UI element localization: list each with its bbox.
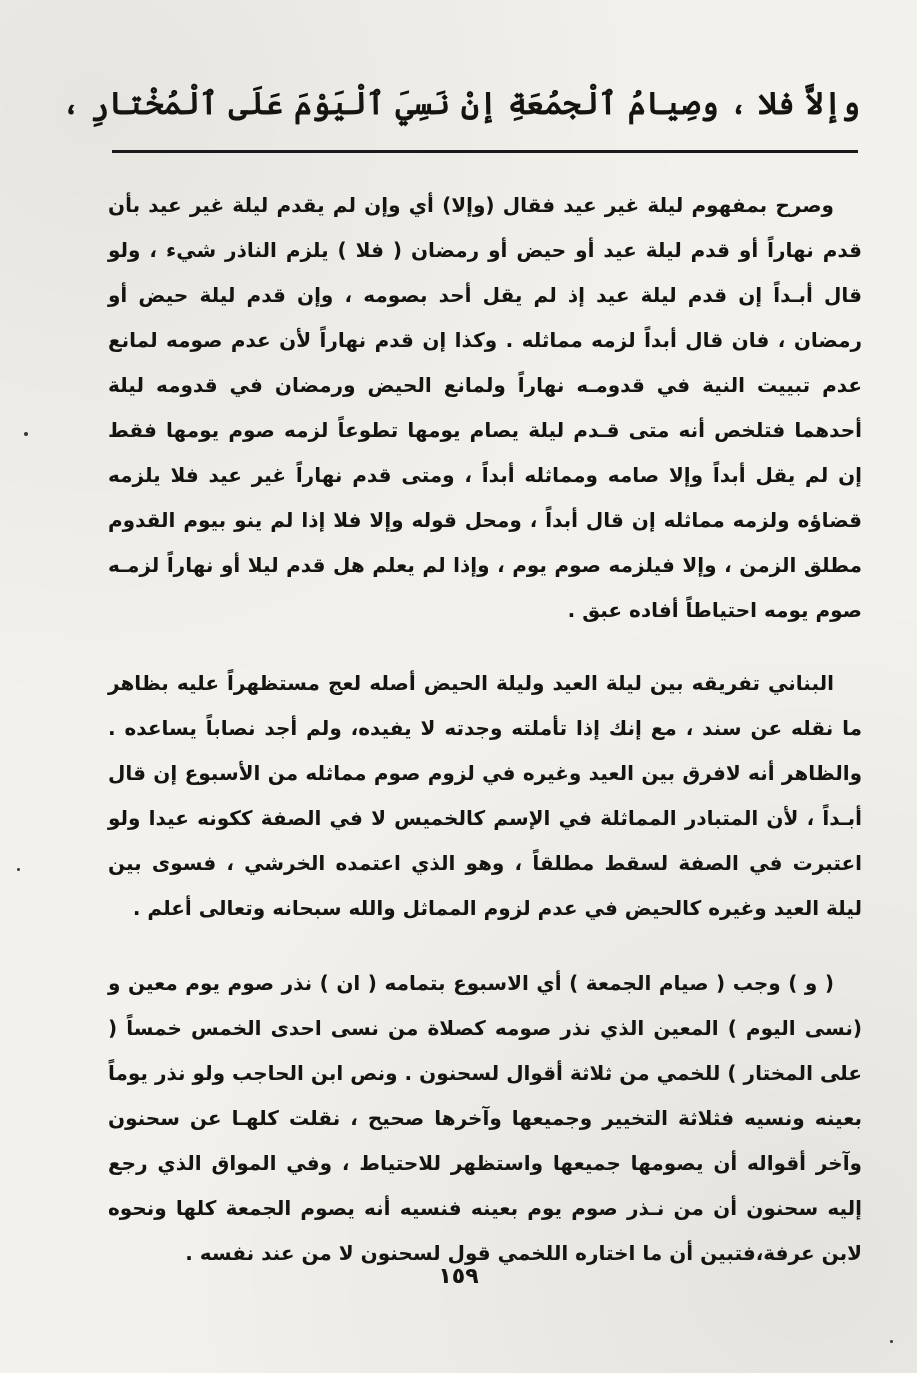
heading-divider — [112, 150, 858, 153]
commentary-body — [108, 183, 862, 1276]
scan-speck — [890, 1340, 893, 1343]
verse-heading: وإلاَّ فلا ، وصِيامُ ٱلْجمُعَةِ إنْ نَسِيَ ٱلْيَوْمَ عَلَى ٱلْمُخْتارِ ، — [61, 86, 860, 122]
scan-speck — [24, 432, 28, 436]
page-number: ١٥٩ — [438, 1264, 479, 1289]
paragraph-2: البناني تفريقه بين ليلة العيد وليلة الحيض أصله لعج مستظهراً عليه بظاهر ما نقله عن سند ، مع إنك إذا تأملته وجدته لا يفيده، ولم أجد نصاباً يساعده . والظاهر أنه لافرق بين العيد وغيره في لزوم صوم مماثله من الأسبوع إن قال أبـداً ، لأن المتبادر المماثلة في الإسم كالخميس لا في الصفة ككونه عيدا ولو اعتبرت في الصفة لسقط مطلقاً ، وهو الذي اعتمده الخرشي ، فسوى بين ليلة العيد وغيره كالحيض في عدم لزوم المماثل والله سبحانه وتعالى أعلم . — [108, 671, 862, 920]
scan-speck — [17, 868, 20, 871]
paragraph-3: ( و ) وجب ( صيام الجمعة ) أي الاسبوع بتمامه ( ان ) نذر صوم يوم معين و (نسى اليوم ) المعين الذي نذر صومه كصلاة من نسى احدى الخمس خمساً ( على المختار ) للخمي من ثلاثة أقوال لسحنون . ونص ابن الحاجب ولو نذر يوماً بعينه ونسيه فثلاثة التخيير وجميعها وآخرها صحيح ، نقلت كلهـا عن سحنون وآخر أقواله أن يصومها جميعها واستظهر للاحتياط ، وفي المواق الذي رجع إليه سحنون أن من نـذر صوم يوم بعينه فنسيه أنه يصوم الجمعة كلها ونحوه لابن عرفة،فتبين أن ما اختاره اللخمي قول لسحنون لا من عند نفسه . — [108, 971, 862, 1265]
paragraph-1: وصرح بمفهوم ليلة غير عيد فقال (وإلا) أي وإن لم يقدم ليلة غير عيد بأن قدم نهاراً أو قدم ليلة عيد أو حيض أو رمضان ( فلا ) يلزم الناذر شيء ، ولو قال أبـداً إن قدم ليلة عيد إذ لم يقل أحد بصومه ، وإن قدم ليلة حيض أو رمضان ، فان قال أبداً لزمه مماثله . وكذا إن قدم نهاراً لأن عدم صومه لمانع عدم تبييت النية في قدومـه نهاراً ولمانع الحيض ورمضان في قدومه ليلة أحدهما فتلخص أنه متى قـدم ليلة يصام يومها تطوعاً لزمه صوم يومها فقط إن لم يقل أبداً وإلا صامه ومماثله أبداً ، ومتى قدم نهاراً غير عيد فلا يلزمه قضاؤه ولزمه مماثله إن قال أبداً ، ومحل قوله وإلا فلا إذا لم ينو بيوم القدوم مطلق الزمن ، وإلا فيلزمه صوم يوم ، وإذا لم يعلم هل قدم ليلا أو نهاراً لزمـه صوم يومه احتياطاً أفاده عبق . — [108, 193, 862, 622]
